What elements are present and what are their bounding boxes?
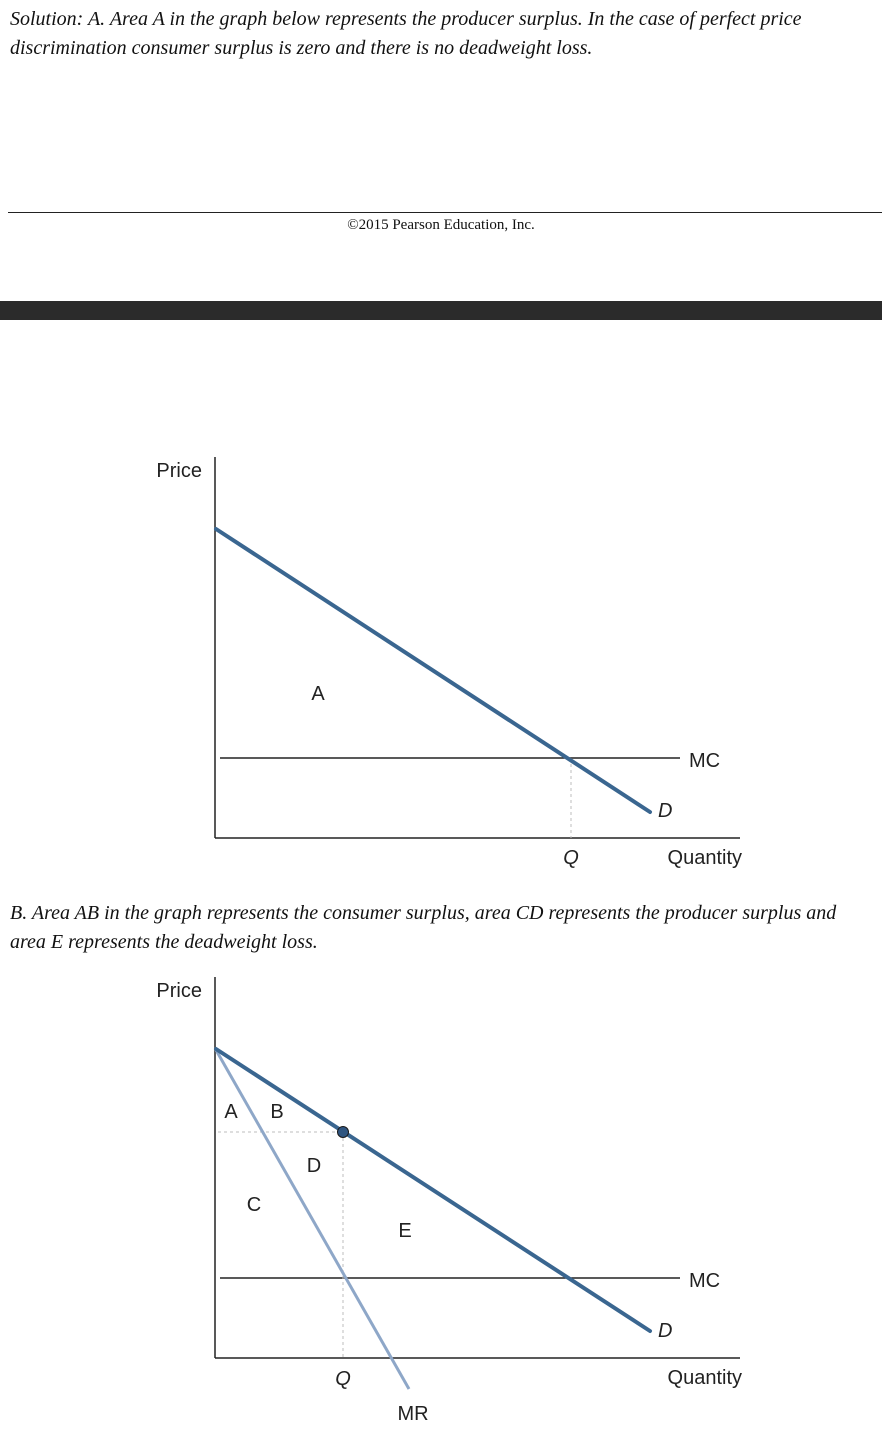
mr-curve <box>216 1050 412 1389</box>
demand-curve <box>216 529 650 812</box>
area-a-label: A <box>224 1101 238 1123</box>
area-b-label: B <box>270 1101 284 1123</box>
quantity-axis-label: Quantity <box>667 1367 742 1389</box>
area-e-label: E <box>398 1220 412 1242</box>
price-axis-label: Price <box>156 460 202 482</box>
area-d-label: D <box>306 1155 322 1177</box>
graph-perfect-price-discrimination <box>0 440 882 880</box>
separator-bar <box>0 301 882 320</box>
price-axis-label: Price <box>156 980 202 1002</box>
monopoly-price-point <box>338 1127 349 1138</box>
q-label: Q <box>335 1368 351 1390</box>
solution-paragraph: Solution: A. Area A in the graph below represents the producer surplus. In the case of perfect price discrimination consumer surplus is zero and there is no deadweight loss. <box>10 8 802 59</box>
mr-label: MR <box>397 1403 429 1425</box>
q-label: Q <box>563 847 579 869</box>
copyright-text: ©2015 Pearson Education, Inc. <box>347 217 535 233</box>
graph-single-price-monopoly <box>0 965 882 1432</box>
area-c-label: C <box>246 1194 262 1216</box>
area-a-label: A <box>311 683 325 705</box>
demand-curve <box>216 1049 650 1331</box>
mc-label: MC <box>689 750 721 772</box>
quantity-axis-label: Quantity <box>667 847 742 869</box>
demand-label: D <box>658 800 673 822</box>
demand-label: D <box>658 1320 673 1342</box>
mc-label: MC <box>689 1270 721 1292</box>
horizontal-rule <box>8 212 882 213</box>
part-b-paragraph: B. Area AB in the graph represents the consumer surplus, area CD represents the producer surplus and area E represents the deadweight loss. <box>10 902 837 953</box>
